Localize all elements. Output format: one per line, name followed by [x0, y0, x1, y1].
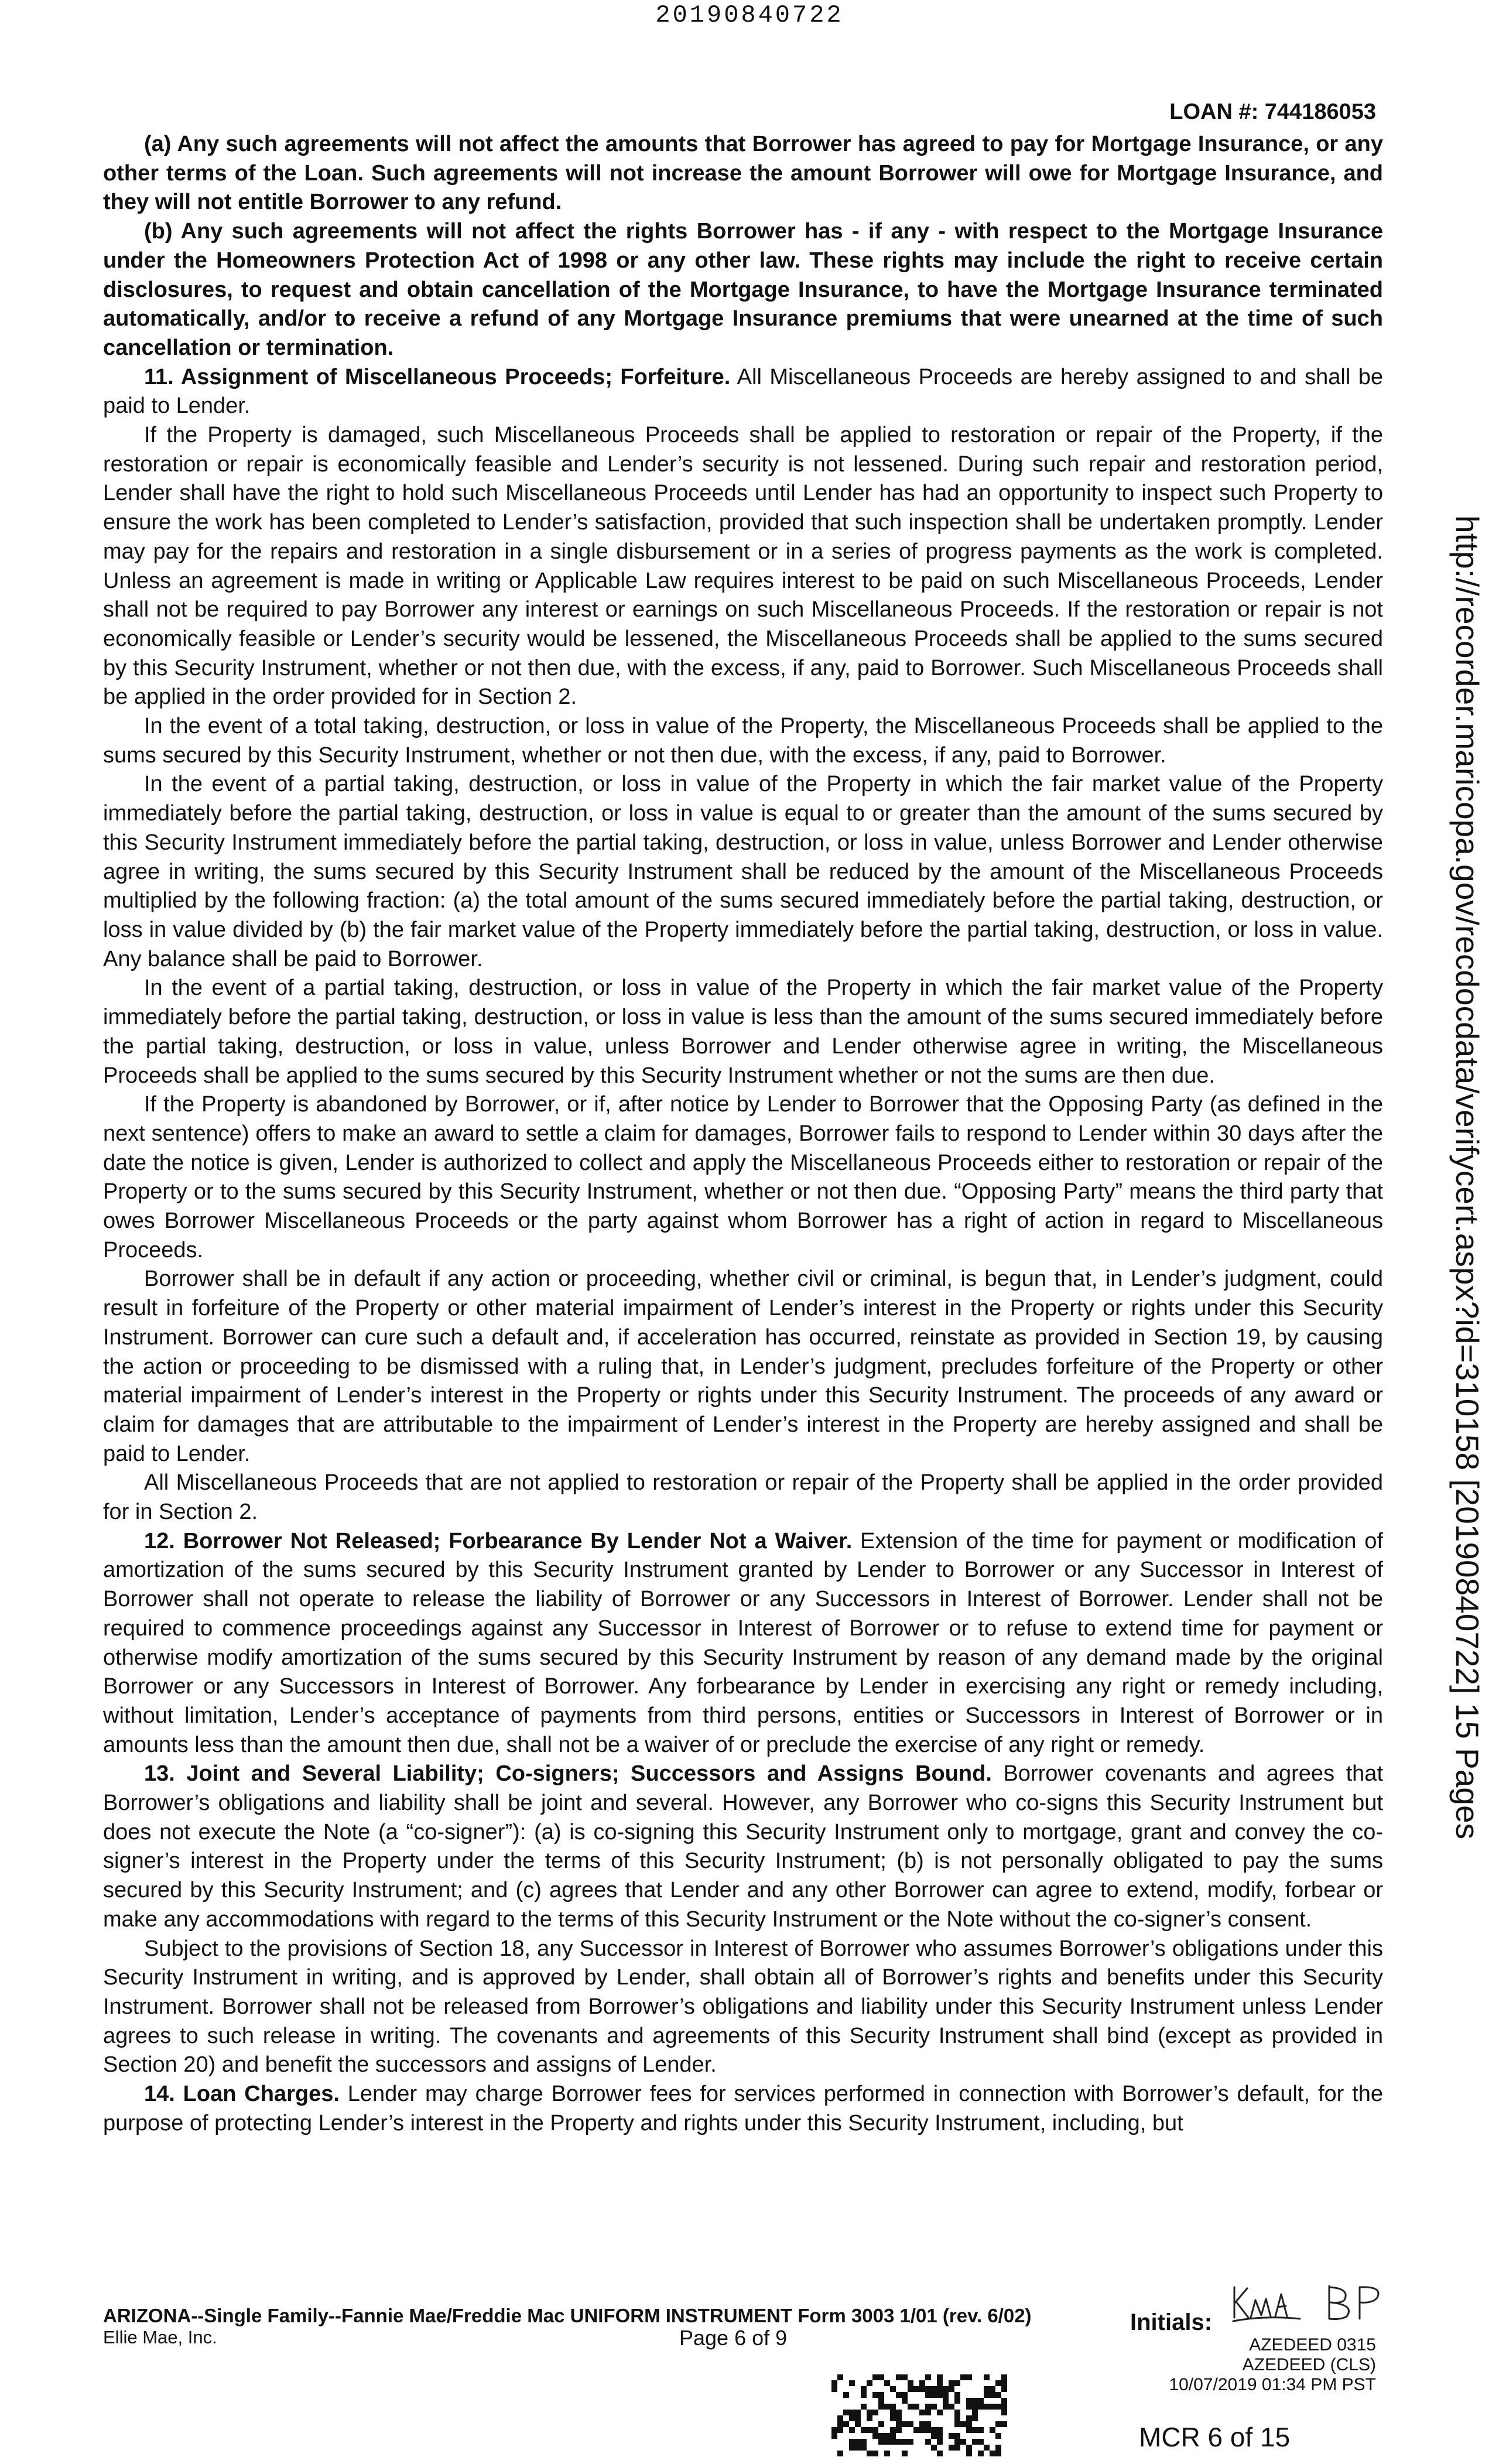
section-11-paragraph: In the event of a partial taking, destruction, or loss in value of the Property in which the fair market value of the Property immediately before the partial taking, destruction, or loss in value is less than the amount of the sums secured immediately before the partial taking, destruction, or loss in value, unless Borrower and Lender otherwise agree in writing, the Miscellaneous Proceeds shall be applied to the sums secured by this Security Instrument whether or not the sums are then due.	[103, 976, 1383, 1088]
section-12-heading: 12. Borrower Not Released; Forbearance By Lender Not a Waiver.	[144, 1528, 853, 1553]
section-13-paragraph: Subject to the provisions of Section 18, any Successor in Interest of Borrower who assumes Borrower’s obligations under this Security Instrument in writing, and is approved by Lender, shall obtain all of Borrower’s rights and benefits under this Security Instrument. Borrower shall not be released from Borrower’s obligations and liability under this Security Instrument unless Lender agrees to such release in writing. The covenants and agreements of this Security Instrument shall bind (except as provided in Section 20) and benefit the successors and assigns of Lender.	[103, 1936, 1383, 2078]
doc-code: AZEDEED 0315	[1249, 2335, 1376, 2355]
barcode-image	[831, 2374, 1007, 2456]
section-11-paragraph: In the event of a partial taking, destruction, or loss in value of the Property in which the fair market value of the Property immediately before the partial taking, destruction, or loss in value is equal to or greater than the amount of the sums secured by this Security Instrument immediately before the partial taking, destruction, or loss in value, unless Borrower and Lender otherwise agree in writing, the sums secured by this Security Instrument shall be reduced by the amount of the Miscellaneous Proceeds multiplied by the following fraction: (a) the total amount of the sums secured immediately before the partial taking, destruction, or loss in value divided by (b) the fair market value of the Property immediately before the partial taking, destruction, or loss in value. Any balance shall be paid to Borrower.	[103, 772, 1383, 971]
loan-number: LOAN #: 744186053	[1169, 100, 1376, 124]
verification-url: http://recorder.maricopa.gov/recdocdata/verifycert.aspx?id=310158 [20190840722] 15 Pages	[1449, 515, 1486, 1840]
paragraph-b: (b) Any such agreements will not affect the rights Borrower has - if any - with respect to the Mortgage Insurance under the Homeowners Protection Act of 1998 or any other law. These rights may include the right to receive certain disclosures, to request and obtain cancellation of the Mortgage Insurance, to have the Mortgage Insurance terminated automatically, and/or to receive a refund of any Mortgage Insurance premiums that were unearned at the time of such cancellation or termination.	[103, 219, 1383, 360]
section-13-text: Borrower covenants and agrees that Borrower’s obligations and liability shall be joint and several. However, any Borrower who co-signs this Security Instrument but does not execute the Note (a “co-signer”): (a) is co-signing this Security Instrument only to mortgage, grant and convey the co-signer’s interest in the Property under the terms of this Security Instrument; (b) is not personally obligated to pay the sums secured by this Security Instrument; and (c) agrees that Lender and any other Borrower can agree to extend, modify, forbear or make any accommodations with regard to the terms of this Security Instrument or the Note without the co-signer’s consent.	[103, 1761, 1383, 1932]
handwritten-initials-signature	[1230, 2282, 1388, 2328]
section-11-paragraph: If the Property is abandoned by Borrower, or if, after notice by Lender to Borrower that the Opposing Party (as defined in the next sentence) offers to make an award to settle a claim for damages, Borrower fails to respond to Lender within 30 days after the date the notice is given, Lender is authorized to collect and apply the Miscellaneous Proceeds either to restoration or repair of the Property or to the sums secured by this Security Instrument, whether or not then due. “Opposing Party” means the third party that owes Borrower Miscellaneous Proceeds or the party against whom Borrower has a right of action in regard to Miscellaneous Proceeds.	[103, 1092, 1383, 1262]
form-identifier: ARIZONA--Single Family--Fannie Mae/Freddie Mac UNIFORM INSTRUMENT Form 3003 1/01 (rev. 6/02)	[103, 2305, 1032, 2326]
section-11-paragraph: All Miscellaneous Proceeds that are not applied to restoration or repair of the Property shall be applied in the order provided for in Section 2.	[103, 1470, 1383, 1525]
section-14	[103, 2080, 1383, 2138]
mcr-page-number: MCR 6 of 15	[1139, 2422, 1291, 2452]
document-body	[103, 130, 1383, 2138]
section-13	[103, 1760, 1383, 1934]
section-11-paragraph: If the Property is damaged, such Miscellaneous Proceeds shall be applied to restoration or repair of the Property, if the restoration or repair is economically feasible and Lender’s security is not lessened. During such repair and restoration period, Lender shall have the right to hold such Miscellaneous Proceeds until Lender has had an opportunity to inspect such Property to ensure the work has been completed to Lender’s satisfaction, provided that such inspection shall be undertaken promptly. Lender may pay for the repairs and restoration in a single disbursement or in a series of progress payments as the work is completed. Unless an agreement is made in writing or Applicable Law requires interest to be paid on such Miscellaneous Proceeds, Lender shall not be required to pay Borrower any interest or earnings on such Miscellaneous Proceeds. If the restoration or repair is not economically feasible or Lender’s security would be lessened, the Miscellaneous Proceeds shall be applied to the sums secured by this Security Instrument, whether or not then due, with the excess, if any, paid to Borrower. Such Miscellaneous Proceeds shall be applied in the order provided for in Section 2.	[103, 423, 1383, 710]
vendor-name: Ellie Mae, Inc.	[103, 2327, 217, 2347]
section-14-heading: 14. Loan Charges.	[144, 2082, 340, 2107]
section-11	[103, 363, 1383, 421]
page-number: Page 6 of 9	[679, 2326, 788, 2350]
section-12-text: Extension of the time for payment or modification of amortization of the sums secured by this Security Instrument granted by Lender to Borrower or any Successor in Interest of Borrower shall not operate to release the liability of Borrower or any Successors in Interest of Borrower. Lender shall not be required to commence proceedings against any Successor in Interest of Borrower or to refuse to extend time for payment or otherwise modify amortization of the sums secured by this Security Instrument by reason of any demand made by the original Borrower or any Successors in Interest of Borrower. Any forbearance by Lender in exercising any right or remedy including, without limitation, Lender’s acceptance of payments from third persons, entities or Successors in Interest of Borrower or in amounts less than the amount then due, shall not be a waiver of or preclude the exercise of any right or remedy.	[103, 1528, 1383, 1757]
section-13-heading: 13. Joint and Several Liability; Co-signers; Successors and Assigns Bound.	[144, 1761, 992, 1787]
paragraph-a: (a) Any such agreements will not affect the amounts that Borrower has agreed to pay for Mortgage Insurance, or any other terms of the Loan. Such agreements will not increase the amount Borrower will owe for Mortgage Insurance, and they will not entitle Borrower to any refund.	[103, 132, 1383, 215]
doc-code-cls: AZEDEED (CLS)	[1242, 2355, 1376, 2374]
doc-timestamp: 10/07/2019 01:34 PM PST	[1169, 2375, 1376, 2394]
section-14-text: Lender may charge Borrower fees for services performed in connection with Borrower’s default, for the purpose of protecting Lender’s interest in the Property and rights under this Security Instrument, including, but	[103, 2082, 1383, 2136]
section-12	[103, 1527, 1383, 1760]
section-11-heading: 11. Assignment of Miscellaneous Proceeds; Forfeiture.	[144, 364, 731, 389]
initials-label: Initials:	[1130, 2309, 1213, 2335]
section-11-text: All Miscellaneous Proceeds are hereby assigned to and shall be paid to Lender.	[103, 364, 1383, 419]
recording-number: 20190840722	[655, 1, 844, 29]
section-11-paragraph: In the event of a total taking, destruction, or loss in value of the Property, the Miscellaneous Proceeds shall be applied to the sums secured by this Security Instrument, whether or not then due, with the excess, if any, paid to Borrower.	[103, 714, 1383, 768]
section-11-paragraph: Borrower shall be in default if any action or proceeding, whether civil or criminal, is begun that, in Lender’s judgment, could result in forfeiture of the Property or other material impairment of Lender’s interest in the Property or rights under this Security Instrument. Borrower can cure such a default and, if acceleration has occurred, reinstate as provided in Section 19, by causing the action or proceeding to be dismissed with a ruling that, in Lender’s judgment, precludes forfeiture of the Property or other material impairment of Lender’s interest in the Property or rights under this Security Instrument. The proceeds of any award or claim for damages that are attributable to the impairment of Lender’s interest in the Property are hereby assigned and shall be paid to Lender.	[103, 1267, 1383, 1466]
